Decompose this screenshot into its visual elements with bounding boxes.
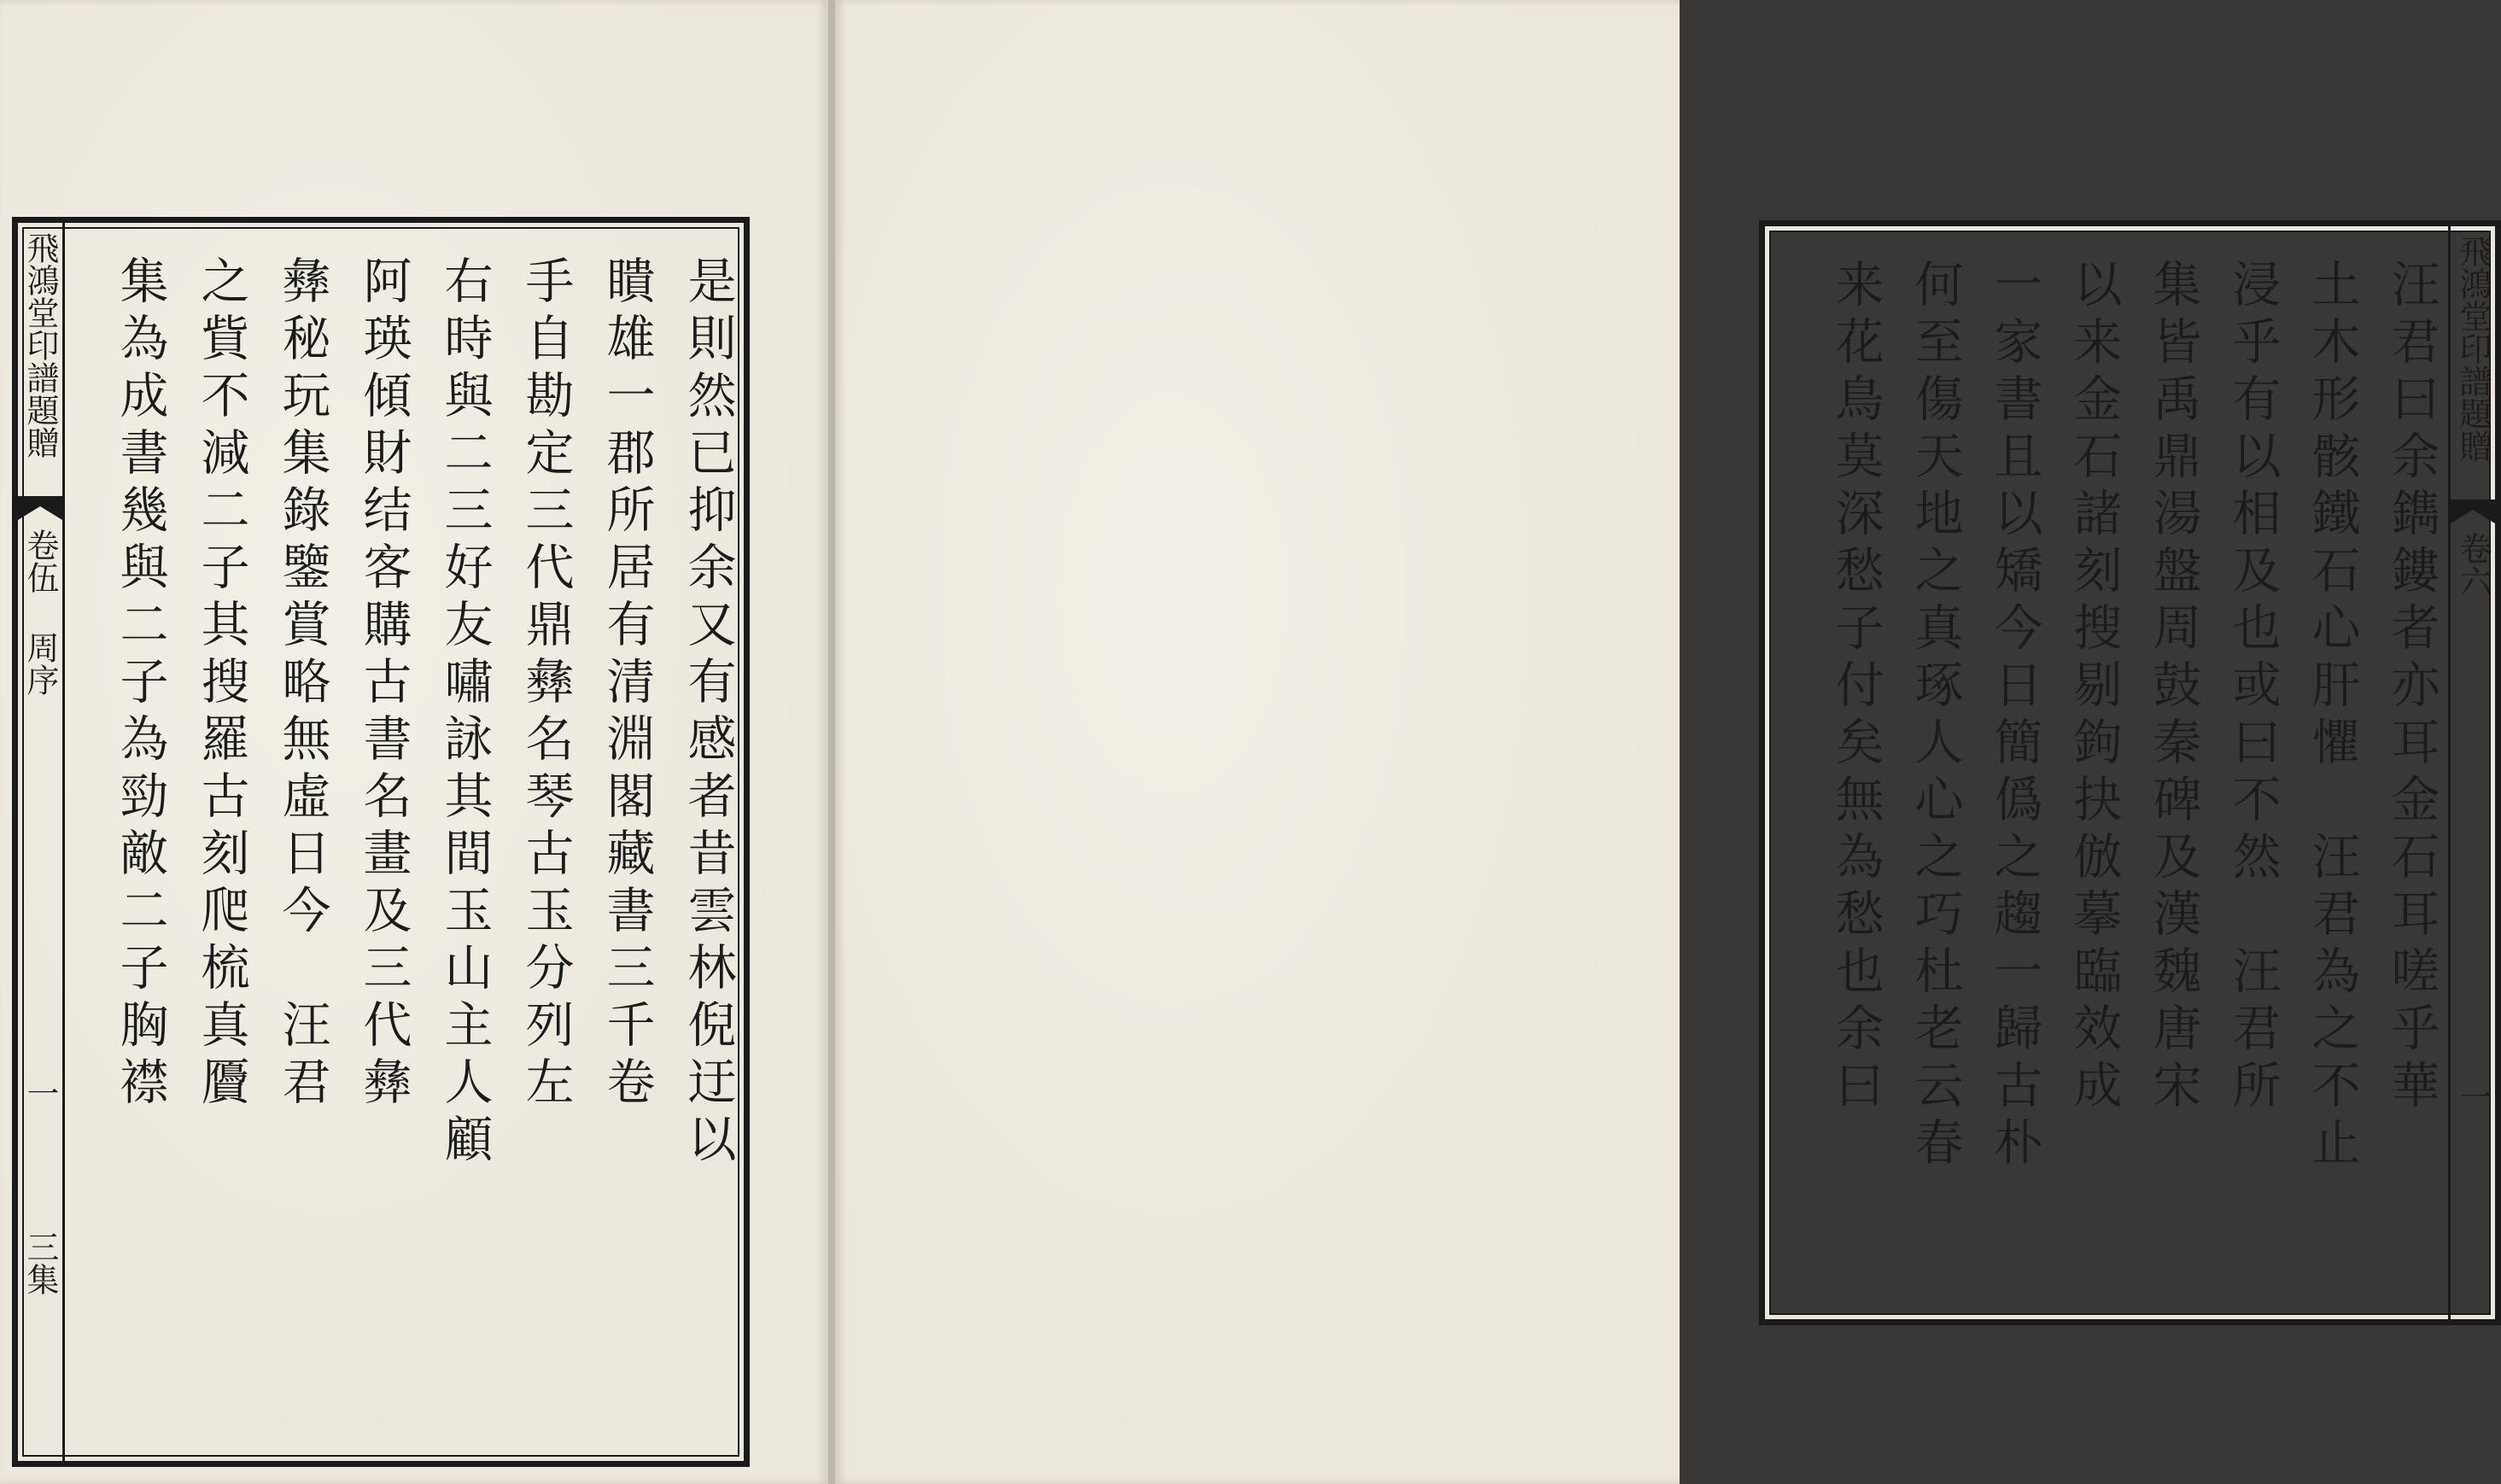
margin-section: 卷六 — [2454, 532, 2492, 597]
text-column: 来花鳥莫深愁子付矣無為愁也余曰 — [1827, 259, 1884, 1117]
margin-book-title: 飛鴻堂印譜題贈 — [2454, 235, 2492, 462]
book-gutter — [828, 0, 835, 1484]
margin-page-number: 一 — [21, 1077, 59, 1109]
text-column: 以来金石諸刻搜剔鉤抉倣摹臨效成 — [2066, 259, 2122, 1117]
text-column: 瞶雄一郡所居有清淵閣藏書三千卷 — [599, 255, 655, 1113]
text-column: 浸乎有以相及也或曰不然 汪君所 — [2224, 259, 2281, 1117]
text-column: 彝秘玩集錄鑒賞略無虛日今 汪君 — [274, 255, 330, 1113]
text-column: 何至傷天地之真琢人心之巧杜老云春 — [1907, 259, 1963, 1174]
left-page — [0, 0, 828, 1484]
text-column: 集為成書幾與二子為勁敵二子胸襟 — [112, 255, 168, 1113]
left-text-frame — [12, 217, 750, 1467]
margin-collection: 三集 — [21, 1230, 59, 1295]
text-column: 手自勘定三代鼎彝名琴古玉分列左 — [517, 255, 574, 1113]
fishtail-mark-icon — [2451, 500, 2495, 523]
margin-book-title: 飛鴻堂印譜題贈 — [21, 231, 59, 459]
text-column: 汪君曰余鐫鏤者亦耳金石耳嗟乎華 — [2383, 259, 2440, 1117]
right-page — [835, 0, 2492, 1484]
fishtail-mark-icon — [18, 496, 62, 520]
text-column: 集皆禹鼎湯盤周鼓秦碑及漢魏唐宋 — [2145, 259, 2201, 1117]
text-column: 一家書且以矯今日簡僞之趨一歸古朴 — [1986, 259, 2042, 1174]
text-column: 土木形骸鐵石心肝懼 汪君為之不止 — [2304, 259, 2360, 1174]
text-column: 之貲不減二子其搜羅古刻爬梳真贗 — [193, 255, 249, 1113]
text-column: 右時與二三好友嘯詠其間玉山主人顧 — [436, 255, 493, 1171]
margin-section: 卷伍 周序 — [21, 529, 59, 696]
left-page-margin-column — [18, 223, 65, 1461]
text-column: 是則然已抑余又有感者昔雲林倪迂以 — [680, 255, 736, 1171]
right-text-frame — [1759, 220, 2501, 1325]
right-page-margin-column — [2448, 226, 2495, 1319]
text-column: 阿瑛傾財结客購古書名畫及三代彝 — [355, 255, 412, 1113]
margin-page-number: 一 — [2454, 1080, 2492, 1113]
